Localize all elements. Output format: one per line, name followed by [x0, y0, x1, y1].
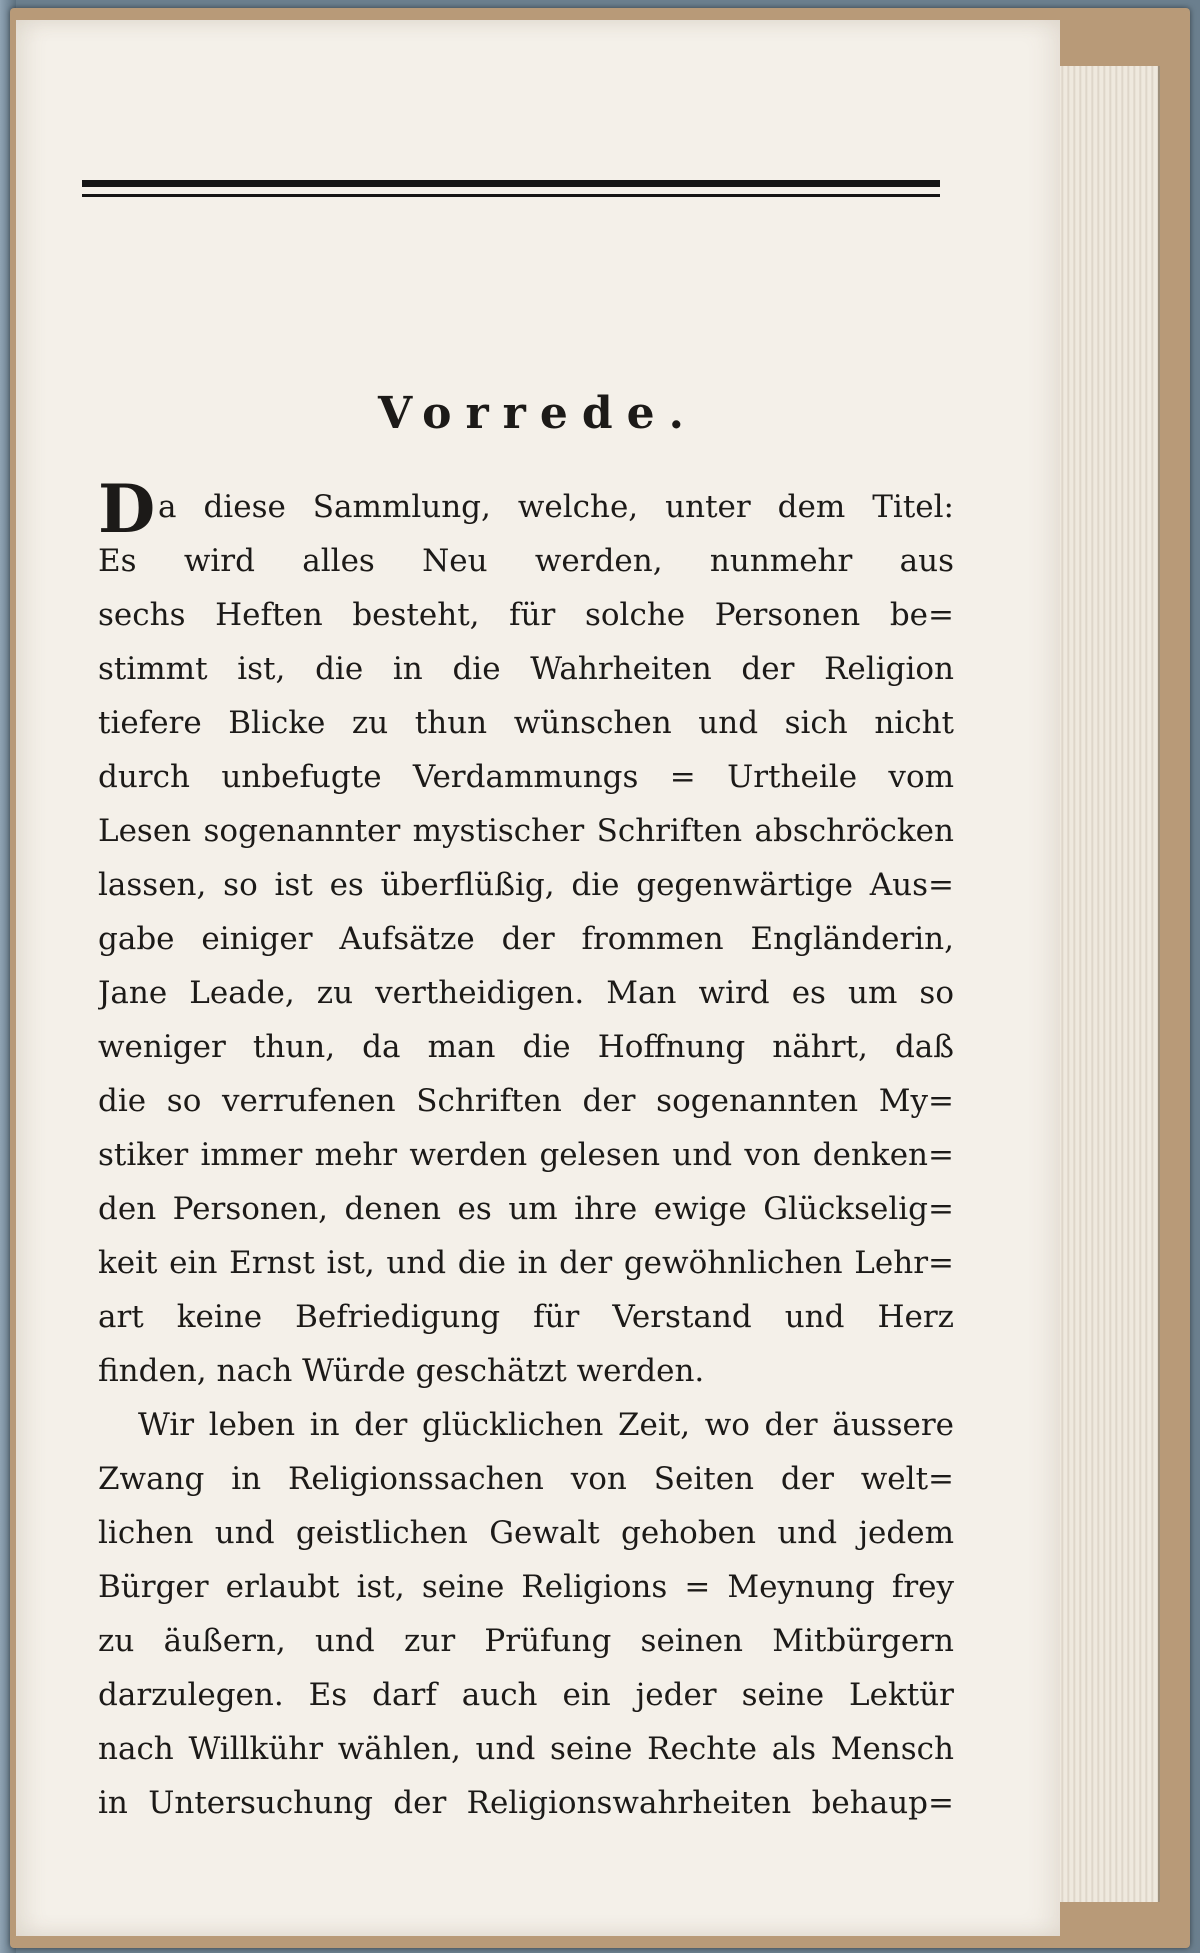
text-line: darzulegen. Es darf auch ein jeder seine Lektür [98, 1677, 954, 1713]
text-line: Bürger erlaubt ist, seine Religions = Meynung frey [98, 1569, 954, 1605]
text-line: die so verrufenen Schriften der sogenannten My= [98, 1083, 954, 1119]
text-line: den Personen, denen es um ihre ewige Glückselig= [98, 1191, 954, 1227]
text-line: Jane Leade, zu vertheidigen. Man wird es um so [98, 975, 954, 1011]
text-line: weniger thun, da man die Hoffnung nährt, daß [98, 1029, 954, 1065]
text-line: tiefere Blicke zu thun wünschen und sich nicht [98, 705, 954, 741]
text-line: lassen, so ist es überflüßig, die gegenwärtige Aus= [98, 867, 954, 903]
body-text [98, 480, 954, 1830]
header-rule-thin [82, 194, 940, 197]
text-line: in Untersuchung der Religionswahrheiten behaup= [98, 1785, 954, 1821]
text-line: Es wird alles Neu werden, nunmehr aus [98, 543, 954, 579]
text-line: art keine Befriedigung für Verstand und Herz [98, 1299, 954, 1335]
text-line-first: a diese Sammlung, welche, unter dem Titel: [158, 489, 954, 525]
text-line: keit ein Ernst ist, und die in der gewöhnlichen Lehr= [98, 1245, 954, 1281]
text-line: nach Willkühr wählen, und seine Rechte als Mensch [98, 1731, 954, 1767]
text-line: Lesen sogenannter mystischer Schriften abschröcken [98, 813, 954, 849]
text-line: Wir leben in der glücklichen Zeit, wo der äussere [138, 1407, 954, 1443]
text-line: finden, nach Würde geschätzt werden. [98, 1353, 705, 1389]
text-line: durch unbefugte Verdammungs = Urtheile vom [98, 759, 954, 795]
text-line: zu äußern, und zur Prüfung seinen Mitbürgern [98, 1623, 954, 1659]
header-rule-thick [82, 180, 940, 187]
page-heading: Vorrede. [378, 388, 698, 439]
book-page [16, 20, 1060, 1936]
text-line: sechs Heften besteht, für solche Personen be= [98, 597, 954, 633]
text-line: stiker immer mehr werden gelesen und von denken= [98, 1137, 954, 1173]
text-line: gabe einiger Aufsätze der frommen Engländerin, [98, 921, 954, 957]
text-line [98, 480, 954, 534]
drop-cap: D [98, 480, 156, 534]
text-line: Zwang in Religionssachen von Seiten der welt= [98, 1461, 954, 1497]
text-line: stimmt ist, die in die Wahrheiten der Religion [98, 651, 954, 687]
text-line: lichen und geistlichen Gewalt gehoben und jedem [98, 1515, 954, 1551]
